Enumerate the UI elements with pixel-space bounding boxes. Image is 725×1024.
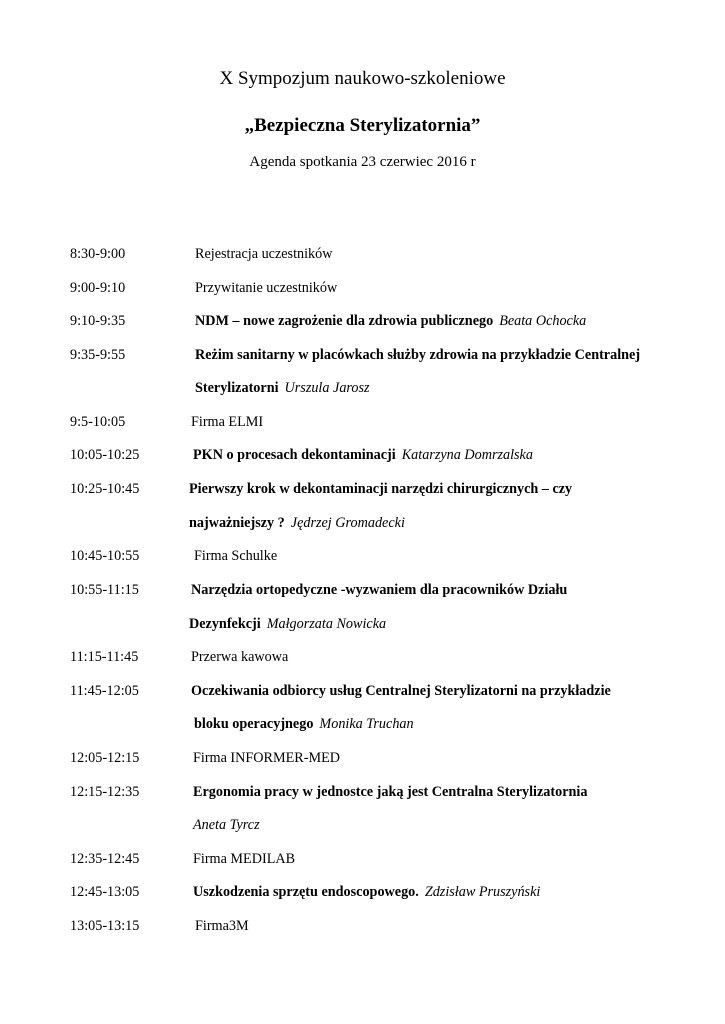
agenda-time: 8:30-9:00: [70, 246, 126, 262]
agenda-item: [191, 646, 288, 668]
agenda-item: [195, 243, 332, 265]
agenda-time: 12:15-12:35: [70, 784, 140, 800]
agenda-item-title: Firma3M: [195, 918, 249, 934]
agenda-time: 11:45-12:05: [70, 683, 139, 699]
agenda-time: 13:05-13:15: [70, 918, 140, 934]
agenda-item: [193, 881, 540, 903]
agenda-item-title: Przerwa kawowa: [191, 649, 289, 665]
agenda-item-title: Reżim sanitarny w placówkach służby zdrowia na przykładzie Centralnej: [195, 347, 641, 363]
agenda-item: [191, 579, 567, 601]
agenda-item: [191, 680, 611, 702]
agenda-item: [194, 713, 414, 735]
agenda-item: [189, 613, 386, 635]
agenda-item: [189, 512, 405, 534]
agenda-item: [193, 444, 533, 466]
event-name: „Bezpieczna Sterylizatornia”: [244, 115, 481, 136]
agenda-time: 9:10-9:35: [70, 313, 126, 329]
agenda-item-title: Dezynfekcji: [189, 616, 261, 632]
speaker-name: Aneta Tyrcz: [193, 817, 260, 833]
agenda-item-title: Uszkodzenia sprzętu endoscopowego.: [193, 884, 419, 900]
agenda-item-title: Ergonomia pracy w jednostce jaką jest Centralna Sterylizatornia: [193, 784, 588, 800]
agenda-item: [193, 814, 260, 836]
agenda-item: [193, 747, 340, 769]
agenda-item-title: Przywitanie uczestników: [195, 280, 338, 296]
agenda-item: [195, 377, 370, 399]
agenda-time: 10:25-10:45: [70, 481, 140, 497]
agenda-date: Agenda spotkania 23 czerwiec 2016 r: [249, 154, 476, 170]
agenda-item-title: Oczekiwania odbiorcy usług Centralnej Sterylizatorni na przykładzie: [191, 683, 611, 699]
agenda-item-title: PKN o procesach dekontaminacji: [193, 447, 396, 463]
agenda-time: 10:55-11:15: [70, 582, 139, 598]
agenda-item: [195, 310, 586, 332]
agenda-item: [189, 478, 572, 500]
agenda-item-title: Rejestracja uczestników: [195, 246, 333, 262]
agenda-item: [195, 915, 249, 937]
agenda-item-title: Firma MEDILAB: [193, 851, 296, 867]
agenda-time: 12:35-12:45: [70, 851, 140, 867]
agenda-item-title: Sterylizatorni: [195, 380, 279, 396]
agenda-time: 10:45-10:55: [70, 548, 140, 564]
agenda-item-title: Firma ELMI: [191, 414, 264, 430]
speaker-name: Beata Ochocka: [499, 313, 587, 329]
speaker-name: Małgorzata Nowicka: [266, 616, 387, 632]
speaker-name: Urszula Jarosz: [284, 380, 370, 396]
speaker-name: Jędrzej Gromadecki: [290, 515, 405, 531]
agenda-item: [193, 848, 295, 870]
agenda-item: [193, 781, 587, 803]
agenda-item: [195, 277, 337, 299]
agenda-time: 9:35-9:55: [70, 347, 126, 363]
agenda-item: [195, 344, 640, 366]
agenda-time: 12:05-12:15: [70, 750, 140, 766]
speaker-name: Monika Truchan: [319, 716, 414, 732]
agenda-item-title: NDM – nowe zagrożenie dla zdrowia publicznego: [195, 313, 494, 329]
agenda-time: 9:00-9:10: [70, 280, 126, 296]
agenda-item-title: Narzędzia ortopedyczne -wyzwaniem dla pracowników Działu: [191, 582, 568, 598]
agenda-item-title: bloku operacyjnego: [194, 716, 314, 732]
agenda-item-title: Firma Schulke: [194, 548, 278, 564]
agenda-item-title: Firma INFORMER-MED: [193, 750, 341, 766]
speaker-name: Zdzisław Pruszyński: [424, 884, 541, 900]
agenda-time: 11:15-11:45: [70, 649, 139, 665]
speaker-name: Katarzyna Domrzalska: [401, 447, 533, 463]
agenda-time: 10:05-10:25: [70, 447, 140, 463]
symposium-title: X Sympozjum naukowo-szkoleniowe: [219, 68, 506, 89]
agenda-item: [194, 545, 277, 567]
agenda-time: 12:45-13:05: [70, 884, 140, 900]
agenda-item-title: najważniejszy ?: [189, 515, 285, 531]
agenda-item-title: Pierwszy krok w dekontaminacji narzędzi chirurgicznych – czy: [189, 481, 573, 497]
agenda-item: [191, 411, 263, 433]
agenda-time: 9:5-10:05: [70, 414, 126, 430]
